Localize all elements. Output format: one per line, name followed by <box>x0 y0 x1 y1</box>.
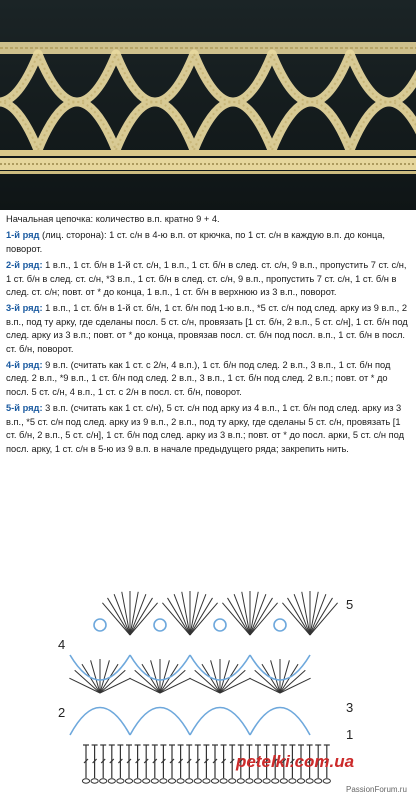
row-2-instruction <box>6 259 410 299</box>
row-5-instruction <box>6 402 410 456</box>
chain-stitch <box>168 779 175 783</box>
chain-stitch <box>297 779 304 783</box>
chain-stitch <box>229 779 236 783</box>
row-4-label: 4-й ряд: <box>6 360 43 371</box>
chain-stitch <box>289 779 296 783</box>
row-label-4: 4 <box>58 637 66 652</box>
fan-stitch <box>130 594 146 635</box>
fan-stitch <box>250 594 266 635</box>
row-label-1: 1 <box>346 727 354 742</box>
chain-loop <box>214 619 226 631</box>
chain-loop <box>94 619 106 631</box>
chain-stitch <box>263 779 270 783</box>
row-3-instruction <box>6 302 410 356</box>
chain-arch <box>130 708 190 736</box>
fan-stitch <box>220 660 229 693</box>
chain-stitch <box>82 779 89 783</box>
fan-stitch <box>211 660 220 693</box>
chain-stitch <box>272 779 279 783</box>
row-5-label: 5-й ряд: <box>6 403 43 414</box>
row-2-chains <box>70 708 310 736</box>
fan-stitch <box>102 603 130 635</box>
lace-photo <box>0 0 416 210</box>
fan-stitch <box>190 603 218 635</box>
fan-stitch <box>234 594 250 635</box>
instructions-intro: Начальная цепочка: количество в.п. кратно 9 + 4. <box>6 214 220 224</box>
chain-stitch <box>143 779 150 783</box>
chain-stitch <box>220 779 227 783</box>
row-5-text: 3 в.п. (считать как 1 ст. с/н), 5 ст. с/н под арку из 4 в.п., 1 ст. б/н под след. арку из 3 в.п., *5 ст. с/н под след. арку из 9 в.п., 2 в.п., под ту арку, где сделаны 5 ст. с/н, провязать [1 ст. б/н, 2 в.п., 5 ст. с/н], 1 ст. б/н под след. арку из 3 в.п.; повт. от * до посл. арки, 5 ст. с/н под посл. арку, 1 ст. с/н в 5-ю из 9 в.п. в начале предыдущего ряда; закрепить нить. <box>6 403 405 454</box>
chain-stitch <box>91 779 98 783</box>
chain-stitch <box>194 779 201 783</box>
fan-stitch <box>174 594 190 635</box>
fan-stitch <box>190 594 206 635</box>
pattern-instructions <box>6 213 410 459</box>
row-5-fans <box>102 591 337 635</box>
chain-stitch <box>160 779 167 783</box>
fan-stitch <box>294 594 310 635</box>
fan-stitch <box>91 660 100 693</box>
fan-stitch <box>162 603 190 635</box>
fan-stitch <box>100 660 109 693</box>
chain-stitch <box>125 779 132 783</box>
chain-stitch <box>100 779 107 783</box>
watermark-site: PassionForum.ru <box>346 785 407 794</box>
row-4-text: 9 в.п. (считать как 1 ст. с 2/н, 4 в.п.), 1 ст. б/н под след. 2 в.п., 3 в.п., 1 ст. б/н под след. 2 в.п., *9 в.п., 1 ст. б/н под след. 2 в.п., 3 в.п., 1 ст. б/н под след. 2 в.п.; повт. от * до посл. 5 ст. с/н, 4 в.п., 1 ст. с 2/н в посл. ст. б/н, поворот. <box>6 360 391 397</box>
chain-arch <box>250 708 310 736</box>
chain-loop <box>154 619 166 631</box>
chain-stitch <box>117 779 124 783</box>
fan-stitch <box>151 660 160 693</box>
watermark-logo: petelki.com.ua <box>236 752 355 771</box>
chain-stitch <box>186 779 193 783</box>
chain-arch <box>70 708 130 736</box>
row-1-label: 1-й ряд <box>6 230 40 241</box>
row-1-text: (лиц. сторона): 1 ст. с/н в 4-ю в.п. от крючка, по 1 ст. с/н в каждую в.п. до конца, поворот. <box>6 230 385 254</box>
chain-loop <box>274 619 286 631</box>
row-3-fans <box>69 659 310 693</box>
row-label-3: 3 <box>346 700 354 715</box>
chain-stitch <box>211 779 218 783</box>
row-3-label: 3-й ряд: <box>6 303 43 314</box>
chain-stitch <box>246 779 253 783</box>
fan-stitch <box>282 603 310 635</box>
chain-stitch <box>315 779 322 783</box>
fan-stitch <box>271 660 280 693</box>
chain-stitch <box>203 779 210 783</box>
row-4-instruction <box>6 359 410 399</box>
chain-stitch <box>323 779 330 783</box>
row-label-2: 2 <box>58 705 66 720</box>
chain-arch <box>190 708 250 736</box>
row-3-text: 1 в.п., 1 ст. б/н в 1-й ст. б/н, 1 ст. б/н под 1-ю в.п., *5 ст. с/н под след. арку из 9 в.п., 2 в.п., под ту арку, где сделаны посл. 5 ст. с/н, провязать [1 ст. б/н, 2 в.п., 5 ст. с/н], 1 ст. б/н под след. арку из 3 в.п.; повт. от * до конца, провязав посл. ст. б/н под посл. в.п., 1 ст. б/н в посл. ст. б/н, поворот. <box>6 303 408 354</box>
row-1-instruction <box>6 229 410 256</box>
chain-stitch <box>306 779 313 783</box>
fan-stitch <box>310 603 338 635</box>
fan-stitch <box>222 603 250 635</box>
row-2-text: 1 в.п., 1 ст. б/н в 1-й ст. с/н, 1 в.п., 1 ст. б/н в след. ст. с/н, 9 в.п., пропустить 7 ст. с/н, 1 ст. б/н в след. ст. с/н, *3 в.п., 1 ст. б/н в след. ст. с/н, 9 в.п., пропустить 7 ст. с/н, 1 ст. б/н в след. ст. с/н; повт. от * до конца, 1 в.п., 1 ст. б/н в верхнюю из 3 в.п., поворот. <box>6 260 407 298</box>
row-2-label: 2-й ряд: <box>6 260 43 271</box>
chain-stitch <box>280 779 287 783</box>
fan-stitch <box>250 603 278 635</box>
fan-stitch <box>130 603 158 635</box>
foundation-chain <box>82 779 330 783</box>
chain-stitch <box>134 779 141 783</box>
chain-stitch <box>108 779 115 783</box>
chain-stitch <box>151 779 158 783</box>
chain-stitch <box>177 779 184 783</box>
chain-stitch <box>237 779 244 783</box>
fan-stitch <box>310 594 326 635</box>
fan-stitch <box>280 660 289 693</box>
fan-stitch <box>160 660 169 693</box>
row-label-5: 5 <box>346 597 354 612</box>
chain-stitch <box>254 779 261 783</box>
fan-stitch <box>114 594 130 635</box>
crochet-chart <box>0 585 416 800</box>
